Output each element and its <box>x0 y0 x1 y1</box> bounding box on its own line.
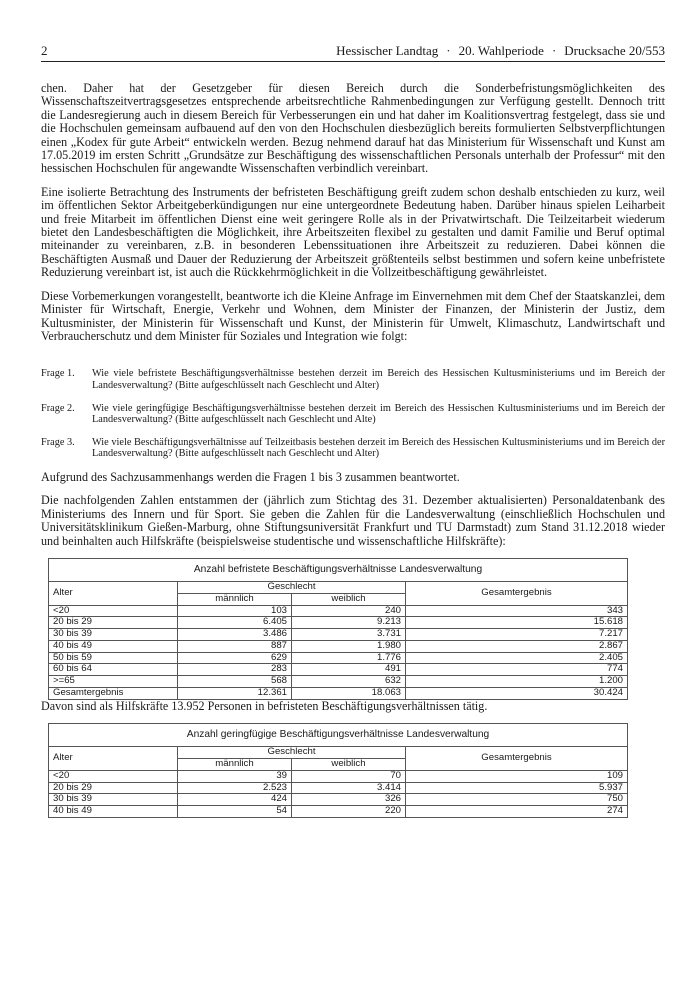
cell-male: 887 <box>178 640 292 652</box>
document-body <box>41 82 665 818</box>
header-period: 20. Wahlperiode <box>458 43 544 58</box>
table-body <box>49 770 628 817</box>
cell-total: 30.424 <box>406 688 628 700</box>
table-row <box>49 688 628 700</box>
paragraph: Eine isolierte Betrachtung des Instruments der befristeten Beschäftigung greift zudem schon deshalb entschieden zu kurz, weil im öffentlichen Sektor Arbeitgeberkündigungen nur eine untergeordnete Bedeutung haben. Darüber hinaus spielen Leiharbeit und freie Mitarbeit im öffentlichen Dienst eine weit geringere Rolle als in der Privatwirtschaft. Die Teilzeitarbeit wiederum bietet den Landesbeschäftigten die Möglichkeit, ihre Arbeitszeiten flexibel zu gestalten und damit Familie und Beruf optimal miteinander zu vereinbaren, z.B. in besonderen Lebenssituationen ihre Arbeitszeit zu reduzieren. Dabei können die Beschäftigten Ausmaß und Dauer der Reduzierung der Arbeitszeit größtenteils selbst bestimmen und sofern keine unbefristete Reduzierung vereinbart ist, ist auch die Rückkehrmöglichkeit in die Vollzeitbeschäftigung gewährleistet. <box>41 184 665 280</box>
cell-female: 70 <box>292 770 406 782</box>
cell-age: <20 <box>49 605 178 617</box>
col-header-male: männlich <box>178 593 292 605</box>
cell-male: 6.405 <box>178 617 292 629</box>
table-row <box>49 676 628 688</box>
cell-female: 220 <box>292 806 406 818</box>
cell-female: 632 <box>292 676 406 688</box>
table-row <box>49 617 628 629</box>
cell-male: 424 <box>178 794 292 806</box>
table-row <box>49 629 628 641</box>
cell-total: 15.618 <box>406 617 628 629</box>
cell-age: 60 bis 64 <box>49 664 178 676</box>
question-text: Wie viele befristete Beschäftigungsverhältnisse bestehen derzeit im Bereich des Hessischen Kultusministeriums und im Bereich der Landesverwaltung? (Bitte aufgeschlüsselt nach Geschlecht und Alter) <box>92 368 665 391</box>
cell-total: 750 <box>406 794 628 806</box>
cell-male: 3.486 <box>178 629 292 641</box>
cell-female: 1.980 <box>292 640 406 652</box>
col-header-female: weiblich <box>292 593 406 605</box>
header-separator: · <box>551 43 557 58</box>
cell-age: 40 bis 49 <box>49 806 178 818</box>
table-title: Anzahl befristete Beschäftigungsverhältnisse Landesverwaltung <box>49 558 628 581</box>
cell-female: 491 <box>292 664 406 676</box>
cell-female: 3.731 <box>292 629 406 641</box>
cell-total: 5.937 <box>406 782 628 794</box>
col-header-age: Alter <box>49 581 178 605</box>
col-header-male: männlich <box>178 759 292 771</box>
cell-total: 2.867 <box>406 640 628 652</box>
note-text: Davon sind als Hilfskräfte 13.952 Personen in befristeten Beschäftigungsverhältnissen tätig. <box>41 698 488 713</box>
table-row <box>49 605 628 617</box>
cell-age: 20 bis 29 <box>49 617 178 629</box>
col-header-gender: Geschlecht <box>178 581 406 593</box>
table-row <box>49 806 628 818</box>
cell-age: >=65 <box>49 676 178 688</box>
table-row <box>49 640 628 652</box>
cell-total: 7.217 <box>406 629 628 641</box>
cell-male: 54 <box>178 806 292 818</box>
cell-total: 109 <box>406 770 628 782</box>
question-label: Frage 2. <box>41 402 75 414</box>
cell-age: 30 bis 39 <box>49 629 178 641</box>
cell-age: Gesamtergebnis <box>49 688 178 700</box>
cell-male: 2.523 <box>178 782 292 794</box>
cell-total: 1.200 <box>406 676 628 688</box>
cell-female: 1.776 <box>292 652 406 664</box>
question-label: Frage 1. <box>41 368 75 380</box>
header-separator: · <box>446 43 451 58</box>
question-item <box>41 437 665 460</box>
answer-text: Die nachfolgenden Zahlen entstammen der (jährlich zum Stichtag des 31. Dezember aktualisierten) Personaldatenbank des Ministeriums des Innern und für Sport. Sie geben die Zahlen für die Landesverwaltung (einschließlich Hochschulen und Universitätsklinikum Gießen-Marburg, ohne Stiftungsuniversität Frankfurt und TU Darmstadt) zum Stand 31.12.2018 wieder und beinhalten auch Hilfskräfte (beispielsweise studentische und wissenschaftliche Hilfskräfte): <box>41 493 665 548</box>
table-row <box>49 770 628 782</box>
cell-female: 9.213 <box>292 617 406 629</box>
cell-male: 629 <box>178 652 292 664</box>
page-header <box>41 43 665 61</box>
cell-male: 283 <box>178 664 292 676</box>
table-title: Anzahl geringfügige Beschäftigungsverhältnisse Landesverwaltung <box>49 724 628 747</box>
question-item <box>41 368 665 391</box>
cell-female: 18.063 <box>292 688 406 700</box>
running-header <box>336 43 665 59</box>
table-row <box>49 794 628 806</box>
col-header-gender: Geschlecht <box>178 747 406 759</box>
cell-male: 103 <box>178 605 292 617</box>
cell-female: 240 <box>292 605 406 617</box>
table-befristete <box>48 558 628 700</box>
question-text: Wie viele geringfügige Beschäftigungsverhältnisse bestehen derzeit im Bereich des Hessischen Kultusministeriums und im Bereich der Landesverwaltung? (Bitte aufgeschlüsselt nach Geschlecht und Alte) <box>92 402 665 426</box>
table-row <box>49 782 628 794</box>
col-header-total: Gesamtergebnis <box>406 581 628 605</box>
cell-male: 12.361 <box>178 688 292 700</box>
cell-total: 774 <box>406 664 628 676</box>
header-parliament: Hessischer Landtag <box>336 43 439 58</box>
question-item <box>41 403 665 426</box>
answer-intro: Aufgrund des Sachzusammenhangs werden die Fragen 1 bis 3 zusammen beantwortet. <box>41 469 460 484</box>
table-geringfuegige <box>48 723 628 818</box>
col-header-female: weiblich <box>292 759 406 771</box>
cell-total: 343 <box>406 605 628 617</box>
cell-total: 274 <box>406 806 628 818</box>
cell-male: 39 <box>178 770 292 782</box>
page-number: 2 <box>41 43 48 58</box>
table-body <box>49 605 628 699</box>
cell-age: 30 bis 39 <box>49 794 178 806</box>
paragraph: Diese Vorbemerkungen vorangestellt, beantworte ich die Kleine Anfrage im Einvernehmen mit dem Chef der Staatskanzlei, dem Minister für Wirtschaft, Energie, Verkehr und Wohnen, dem Minister der Finanzen, der Ministerin der Justiz, dem Kultusminister, der Ministerin für Wissenschaft und Kunst, der Ministerin für Umwelt, Klimaschutz, Landwirtschaft und Verbraucherschutz und dem Minister für Soziales und Integration wie folgt: <box>41 288 665 343</box>
cell-age: <20 <box>49 770 178 782</box>
cell-female: 326 <box>292 794 406 806</box>
cell-total: 2.405 <box>406 652 628 664</box>
cell-age: 20 bis 29 <box>49 782 178 794</box>
table-row <box>49 664 628 676</box>
paragraph: chen. Daher hat der Gesetzgeber für diesen Bereich durch die Sonderbefristungsmöglichkeiten des Wissenschaftszeitvertragsgesetzes entsprechende arbeitsrechtliche Rahmenbedingungen zur Verfügung gestellt. Dennoch tritt die Landesregierung auch in diesem Bereich für Verbesserungen ein und hat daher im Koalitionsvertrag festgelegt, dass sie und die Hochschulen gemeinsam aufbauend auf den von den Hochschulen diesbezüglich bereits formulierten Selbstverpflichtungen einen „Kodex für gute Arbeit“ entwickeln werden. Bezug nehmend darauf hat das Ministerium für Wissenschaft und Kunst am 17.05.2019 im ersten Schritt „Grundsätze zur Beschäftigung des wissenschaftlichen Personals unterhalb der Professur“ mit den hessischen Hochschulen für angewandte Wissenschaften verbindlich vereinbart. <box>41 81 665 176</box>
table-row <box>49 652 628 664</box>
cell-age: 50 bis 59 <box>49 652 178 664</box>
questions-list <box>41 368 665 460</box>
cell-female: 3.414 <box>292 782 406 794</box>
header-rule <box>41 61 665 62</box>
col-header-age: Alter <box>49 747 178 771</box>
cell-male: 568 <box>178 676 292 688</box>
header-document: Drucksache 20/553 <box>564 43 665 58</box>
cell-age: 40 bis 49 <box>49 640 178 652</box>
question-label: Frage 3. <box>41 436 75 448</box>
col-header-total: Gesamtergebnis <box>406 747 628 771</box>
question-text: Wie viele Beschäftigungsverhältnisse auf Teilzeitbasis bestehen derzeit im Bereich des Hessischen Kultusministeriums und im Bereich der Landesverwaltung? (Bitte aufgeschlüsselt nach Geschlecht und Alter) <box>92 436 665 460</box>
